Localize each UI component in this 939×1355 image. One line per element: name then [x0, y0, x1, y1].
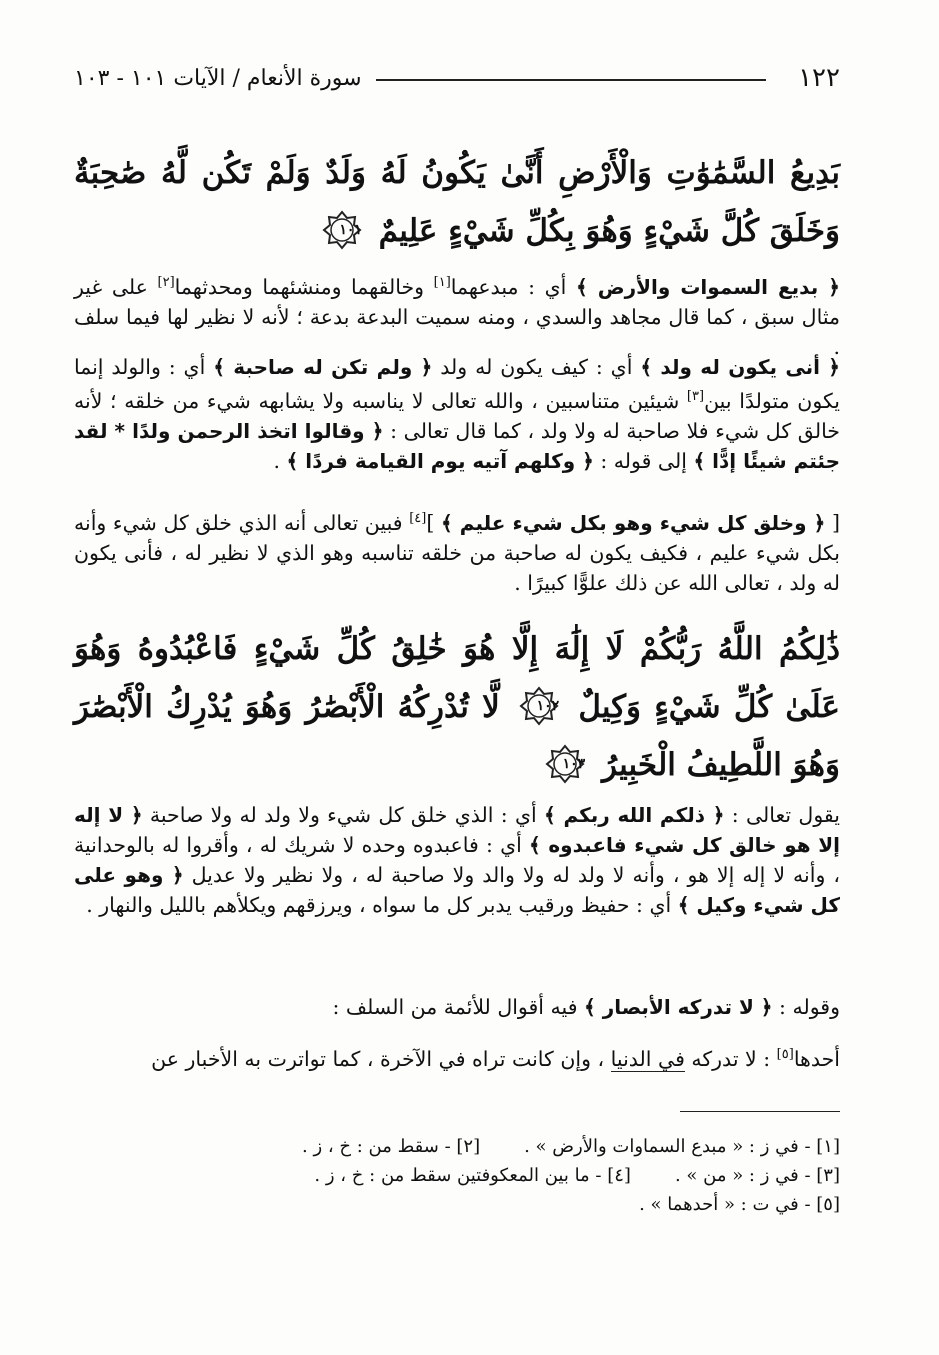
- verse-text: ذَٰلِكُمُ اللَّهُ رَبُّكُمْ لَا إِلَٰهَ إِلَّا هُوَ خَٰلِقُ كُلِّ شَيْءٍ فَاعْبُدُوهُ وَهُوَ عَلَىٰ كُلِّ شَيْءٍ وَكِيلٌ: [74, 631, 840, 725]
- quoted-verse: ﴿ وهو على كل شيء وكيل ﴾: [74, 863, 840, 917]
- commentary-paragraph: [74, 1040, 840, 1074]
- verse-text: لَّا تُدْرِكُهُ الْأَبْصَٰرُ وَهُوَ يُدْرِكُ الْأَبْصَٰرَ وَهُوَ اللَّطِيفُ الْخَبِيرُ: [74, 689, 840, 783]
- footnote-ref: [٣]: [686, 389, 705, 404]
- commentary-text: أي : الذي خلق كل شيء ولا ولد له ولا صاحبة: [142, 803, 545, 827]
- commentary-text: : لا تدركه: [684, 1046, 777, 1071]
- commentary-text: أي : كيف يكون له ولد: [432, 355, 641, 379]
- commentary-text: أي : حفيظ ورقيب يدبر كل ما سواه ، ويرزقهم ويكلأهم بالليل والنهار .: [86, 893, 678, 917]
- bracket: [: [825, 510, 841, 535]
- commentary-paragraph: [74, 268, 840, 362]
- quoted-verse: ﴿ وقالوا اتخذ الرحمن ولدًا * لقد جئتم شيئًا إدًّا ﴾: [74, 418, 840, 473]
- header-rule: [376, 79, 767, 81]
- footnote-row: [74, 1132, 840, 1161]
- quran-verses-102-103: [74, 620, 840, 794]
- commentary-text: يقول تعالى :: [724, 803, 840, 827]
- commentary-paragraph: [74, 992, 840, 1022]
- commentary-text: فيه أقوال للأئمة من السلف :: [332, 995, 585, 1019]
- footnote-row: [74, 1161, 840, 1190]
- page-number: ١٢٢: [798, 63, 840, 93]
- footnote-separator: [680, 1111, 840, 1112]
- commentary-paragraph: [74, 352, 840, 476]
- commentary-text: أي : والولد إنما يكون متولدًا بين: [74, 355, 840, 413]
- quoted-verse: ﴿ أنى يكون له ولد ﴾: [640, 355, 841, 379]
- ayah-number-marker: [519, 686, 559, 726]
- commentary-text: ، وإن كانت تراه في الآخرة ، كما تواترت به الأخبار عن: [151, 1046, 611, 1071]
- footnotes: [74, 1132, 840, 1219]
- quoted-verse: ﴿ لا إله إلا هو خالق كل شيء فاعبدوه ﴾: [74, 803, 840, 857]
- running-header: [74, 58, 840, 98]
- ayah-number: ١٠٣: [562, 755, 586, 772]
- commentary-paragraph: [74, 504, 840, 598]
- commentary-text: فبين تعالى أنه الذي خلق كل شيء وأنه بكل شيء عليم ، فكيف يكون له صاحبة من خلقه تناسبه وهو الذي لا نظير له ، فأنى يكون له ولد ، تعالى الله عن ذلك علوًّا كبيرًا .: [74, 510, 840, 595]
- bracket: ]: [426, 510, 441, 535]
- commentary-text: شيئين متناسبين ، والله تعالى لا يناسبه ولا يشابهه شيء من خلقه ؛ لأنه خالق كل شيء فلا صاحبة له ولا ولد ، كما قال تعالى :: [74, 388, 840, 443]
- footnote-ref: [٥]: [776, 1047, 794, 1062]
- footnote-ref: [٢]: [157, 275, 175, 290]
- footnote-ref: [١]: [433, 275, 451, 290]
- quoted-verse: ﴿ ولم تكن له صاحبة ﴾: [213, 355, 433, 379]
- underlined-phrase: في الدنيا: [610, 1046, 685, 1071]
- ayah-number-marker: [322, 210, 362, 250]
- footnote-ref: [٤]: [409, 511, 427, 526]
- footnote-row: [74, 1190, 840, 1219]
- commentary-text: إلى قوله :: [593, 448, 694, 473]
- commentary-text: .: [273, 448, 287, 473]
- footnote: [١] - في ز : « مبدع السماوات والأرض » .: [524, 1136, 840, 1157]
- commentary-text: وقوله :: [772, 995, 840, 1019]
- quoted-verse: ﴿ بديع السموات والأرض ﴾: [575, 274, 840, 299]
- quoted-verse: ﴿ ذلكم الله ربكم ﴾: [544, 803, 725, 827]
- footnote: [٤] - ما بين المعكوفتين سقط من : خ ، ز .: [314, 1165, 631, 1186]
- commentary-text: على غير مثال سبق ، كما قال مجاهد والسدي ، ومنه سميت البدعة بدعة ؛ لأنه لا نظير لها فيما سلف .: [74, 274, 840, 359]
- ayah-number: ١٠٢: [536, 697, 560, 714]
- footnote: [٣] - في ز : « من » .: [674, 1165, 840, 1186]
- quoted-verse: ﴿ لا تدركه الأبصار ﴾: [584, 995, 773, 1019]
- commentary-text: أحدها: [793, 1046, 840, 1071]
- footnote: [٥] - في ت : « أحدهما » .: [639, 1194, 840, 1215]
- ayah-number-marker: [545, 744, 585, 784]
- verse-text: بَدِيعُ السَّمَٰوَٰتِ وَالْأَرْضِ أَنَّىٰ يَكُونُ لَهُ وَلَدٌ وَلَمْ تَكُن لَّهُ صَٰحِبَةٌ وَخَلَقَ كُلَّ شَيْءٍ وَهُوَ بِكُلِّ شَيْءٍ عَلِيمٌ: [74, 155, 840, 249]
- ayah-number: ١٠١: [339, 221, 362, 238]
- quran-verse-101: [74, 144, 840, 260]
- surah-title: سورة الأنعام / الآيات ١٠١ - ١٠٣: [74, 65, 362, 91]
- commentary-text: أي : مبدعهما: [450, 274, 576, 299]
- commentary-paragraph: [74, 800, 840, 920]
- quoted-verse: ﴿ وكلهم آتيه يوم القيامة فردًا ﴾: [286, 448, 594, 473]
- commentary-text: وخالقهما ومنشئهما ومحدثهما: [174, 274, 434, 299]
- quoted-verse: ﴿ وخلق كل شيء وهو بكل شيء عليم ﴾: [441, 510, 826, 535]
- commentary-text: أي : فاعبدوه وحده لا شريك له ، وأقروا له بالوحدانية ، وأنه لا إله إلا هو ، وأنه لا ولد له ولا والد ولا صاحبة له ، ولا نظير ولا عديل: [74, 833, 840, 887]
- footnote: [٢] - سقط من : خ ، ز .: [302, 1136, 481, 1157]
